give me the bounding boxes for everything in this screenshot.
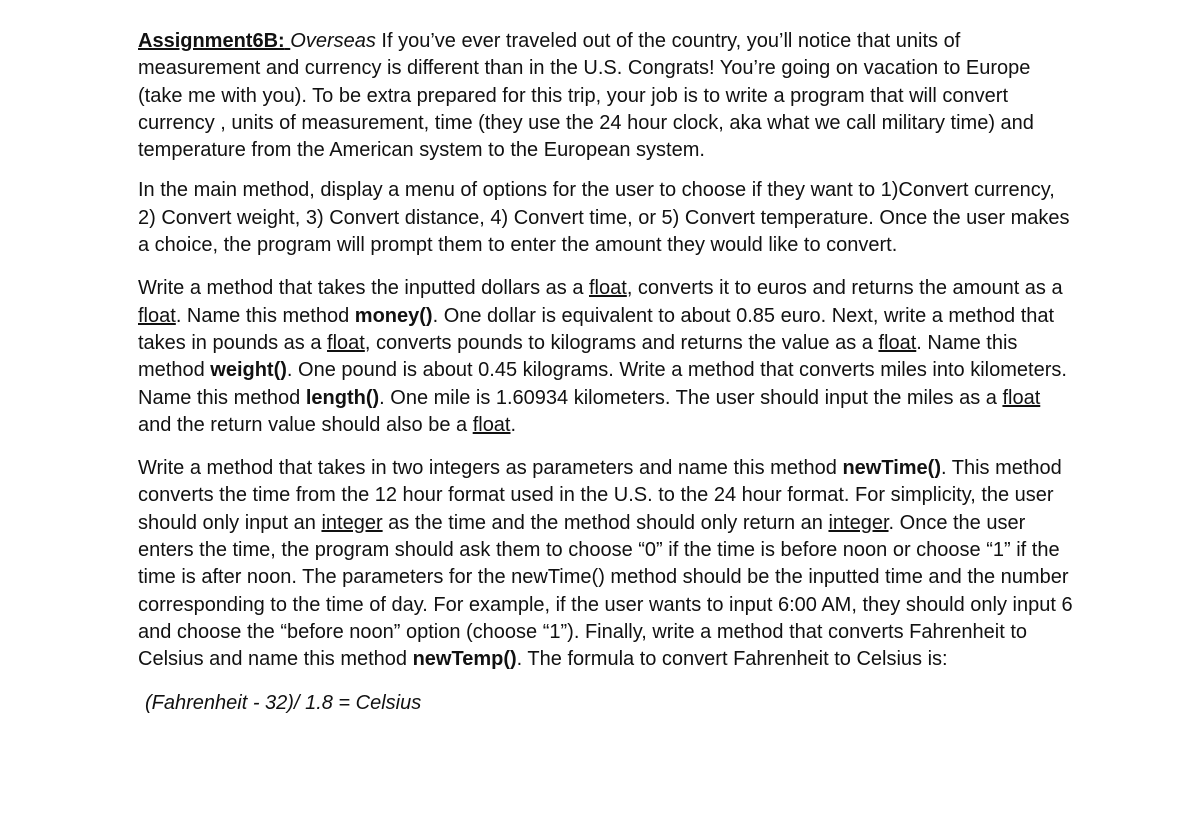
text-segment: , converts it to euros and returns the amount as a (626, 277, 1063, 300)
text-segment: and the return value should also be a (138, 413, 473, 436)
text-segment: . The formula to convert Fahrenheit to Celsius is: (516, 648, 948, 671)
text-segment: . One mile is 1.60934 kilometers. The user should input the miles as a (379, 386, 1003, 409)
time-temp-paragraph (138, 455, 1078, 673)
menu-paragraph (138, 177, 1078, 259)
float-term: float (878, 331, 917, 354)
float-term: float (589, 277, 627, 300)
money-method-name: money() (354, 304, 433, 327)
float-term: float (327, 331, 365, 354)
document-page (138, 28, 1078, 717)
text-segment: . Name this method (138, 331, 1018, 382)
formula: (Fahrenheit - 32)/ 1.8 = Celsius (145, 691, 422, 714)
text-segment: as the time and the method should only return an (382, 511, 829, 534)
assignment-label: Assignment6B: (138, 30, 285, 52)
float-term: float (1002, 386, 1041, 409)
assignment-subtitle: Overseas (290, 30, 376, 52)
text-segment: . This method converts the time from the 12 hour format used in the U.S. to the 24 hour format. For simplicity, the user should only input an (138, 457, 1062, 534)
weight-method-name: weight() (210, 359, 287, 382)
float-term: float (472, 413, 511, 436)
intro-text: If you’ve ever traveled out of the country, you’ll notice that units of measurement and currency is different than in the U.S. Congrats! You’re going on vacation to Europe (take me with you). To be extra prepared for this trip, your job is to write a program that will convert currency , units of measurement, time (they use the 24 hour clock, aka what we call military time) and temperature from the American system to the European system. (138, 30, 1034, 162)
text-segment: Write a method that takes the inputted dollars as a (138, 277, 589, 300)
text-segment: Write a method that takes in two integers as parameters and name this method (138, 457, 843, 480)
text-segment: , converts pounds to kilograms and returns the value as a (364, 331, 879, 354)
text-segment: . One dollar is equivalent to about 0.85 euro. Next, write a method that takes in pounds as a (138, 304, 1055, 354)
text-segment: . Once the user enters the time, the program should ask them to choose “0” if the time is before noon or choose “1” if the time is after noon. The parameters for the newTime() method should be the inputted time and the number corresponding to the time of day. For example, if the user wants to input 6:00 AM, they should only input 6 and choose the “before noon” option (choose “1”). Finally, write a method that converts Fahrenheit to Celsius and name this method (138, 511, 1073, 671)
menu-text: In the main method, display a menu of options for the user to choose if they want to 1)Convert currency, 2) Convert weight, 3) Convert distance, 4) Convert time, or 5) Convert temperature. Once the user makes a choice, the program will prompt them to enter the amount they would like to convert. (138, 179, 1070, 257)
integer-term: integer (321, 511, 383, 534)
length-method-name: length() (305, 386, 380, 409)
float-term: float (138, 304, 176, 327)
text-segment: . (510, 413, 517, 436)
newtime-method-name: newTime() (842, 457, 941, 480)
newtemp-method-name: newTemp() (412, 648, 517, 671)
text-segment: . One pound is about 0.45 kilograms. Write a method that converts miles into kilometers. Name this method (138, 359, 1067, 409)
text-segment: . Name this method (175, 304, 355, 327)
intro-paragraph (138, 28, 1078, 164)
conversion-methods-paragraph (138, 275, 1078, 439)
integer-term: integer (828, 511, 889, 534)
